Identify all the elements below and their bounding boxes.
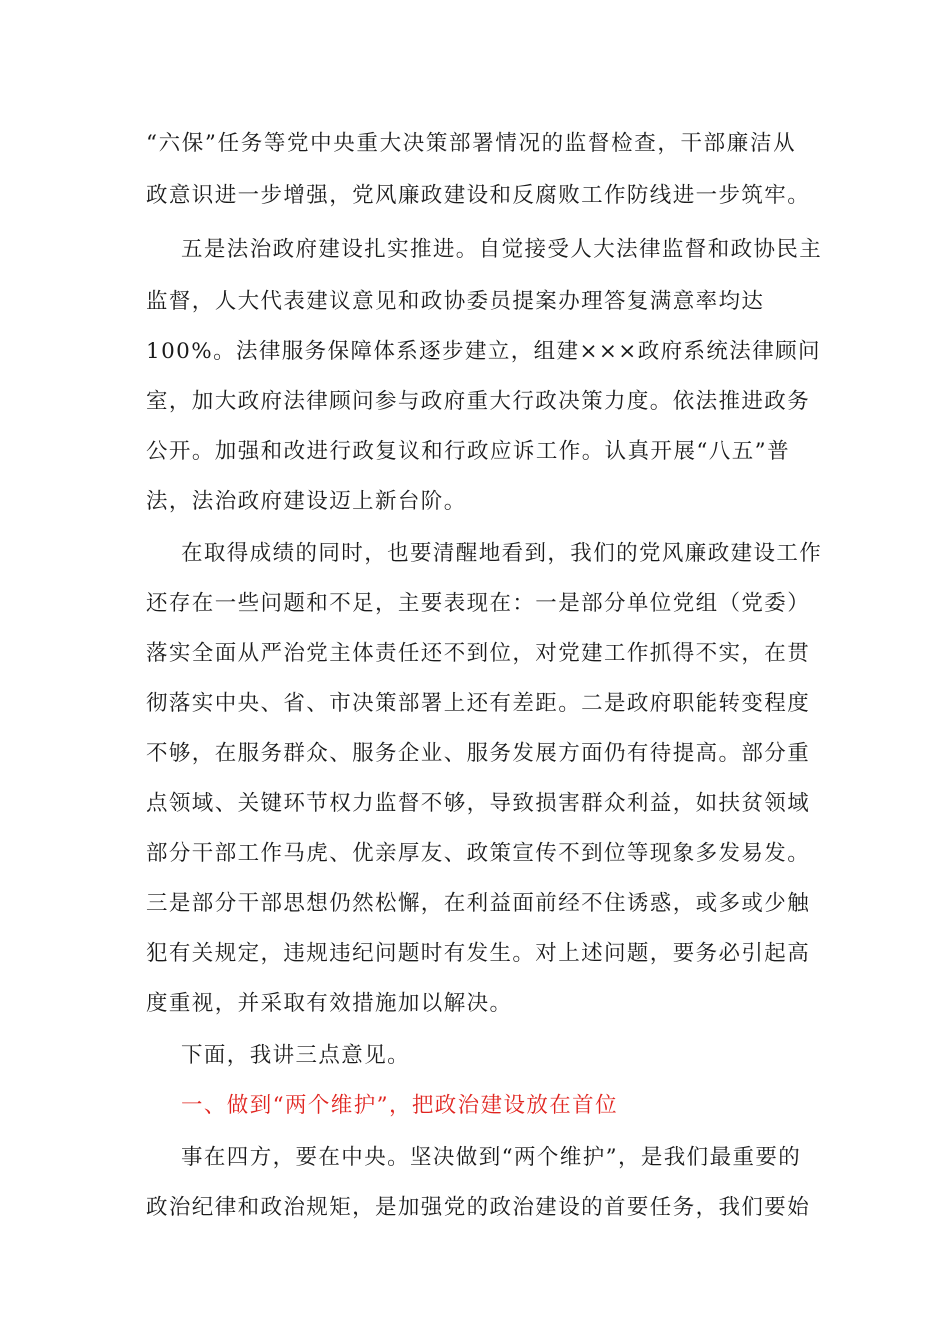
text-line-10: 还存在一些问题和不足，主要表现在：一是部分单位党组（党委） — [146, 591, 811, 616]
text-line-5: 100%。法律服务保障体系逐步建立，组建×××政府系统法律顾问 — [146, 339, 821, 364]
text-line-13: 不够，在服务群众、服务企业、服务发展方面仍有待提高。部分重 — [146, 741, 811, 766]
text-line-14: 点领域、关键环节权力监督不够，导致损害群众利益，如扶贫领域 — [146, 791, 811, 816]
text-line-8: 法，法治政府建设迈上新台阶。 — [146, 489, 467, 514]
section-heading: 一、做到“两个维护”，把政治建设放在首位 — [181, 1093, 618, 1118]
text-line-9: 在取得成绩的同时，也要清醒地看到，我们的党风廉政建设工作 — [181, 541, 823, 566]
text-line-7: 公开。加强和改进行政复议和行政应诉工作。认真开展“八五”普 — [146, 439, 790, 464]
text-line-4: 监督，人大代表建议意见和政协委员提案办理答复满意率均达 — [146, 289, 765, 314]
text-line-17: 犯有关规定，违规违纪问题时有发生。对上述问题，要务必引起高 — [146, 941, 811, 966]
text-line-22: 政治纪律和政治规矩，是加强党的政治建设的首要任务，我们要始 — [146, 1195, 811, 1220]
text-line-3: 五是法治政府建设扎实推进。自觉接受人大法律监督和政协民主 — [181, 237, 823, 262]
text-line-2: 政意识进一步增强，党风廉政建设和反腐败工作防线进一步筑牢。 — [146, 183, 811, 208]
text-line-15: 部分干部工作马虎、优亲厚友、政策宣传不到位等现象多发易发。 — [146, 841, 811, 866]
text-line-19: 下面，我讲三点意见。 — [181, 1043, 411, 1068]
text-line-21: 事在四方，要在中央。坚决做到“两个维护”，是我们最重要的 — [181, 1145, 802, 1170]
text-line-12: 彻落实中央、省、市决策部署上还有差距。二是政府职能转变程度 — [146, 691, 811, 716]
text-line-6: 室，加大政府法律顾问参与政府重大行政决策力度。依法推进政务 — [146, 389, 811, 414]
text-line-11: 落实全面从严治党主体责任还不到位，对党建工作抓得不实，在贯 — [146, 641, 811, 666]
text-line-16: 三是部分干部思想仍然松懈，在利益面前经不住诱惑，或多或少触 — [146, 891, 811, 916]
text-line-1: “六保”任务等党中央重大决策部署情况的监督检查，干部廉洁从 — [146, 131, 796, 156]
text-line-18: 度重视，并采取有效措施加以解决。 — [146, 991, 513, 1016]
